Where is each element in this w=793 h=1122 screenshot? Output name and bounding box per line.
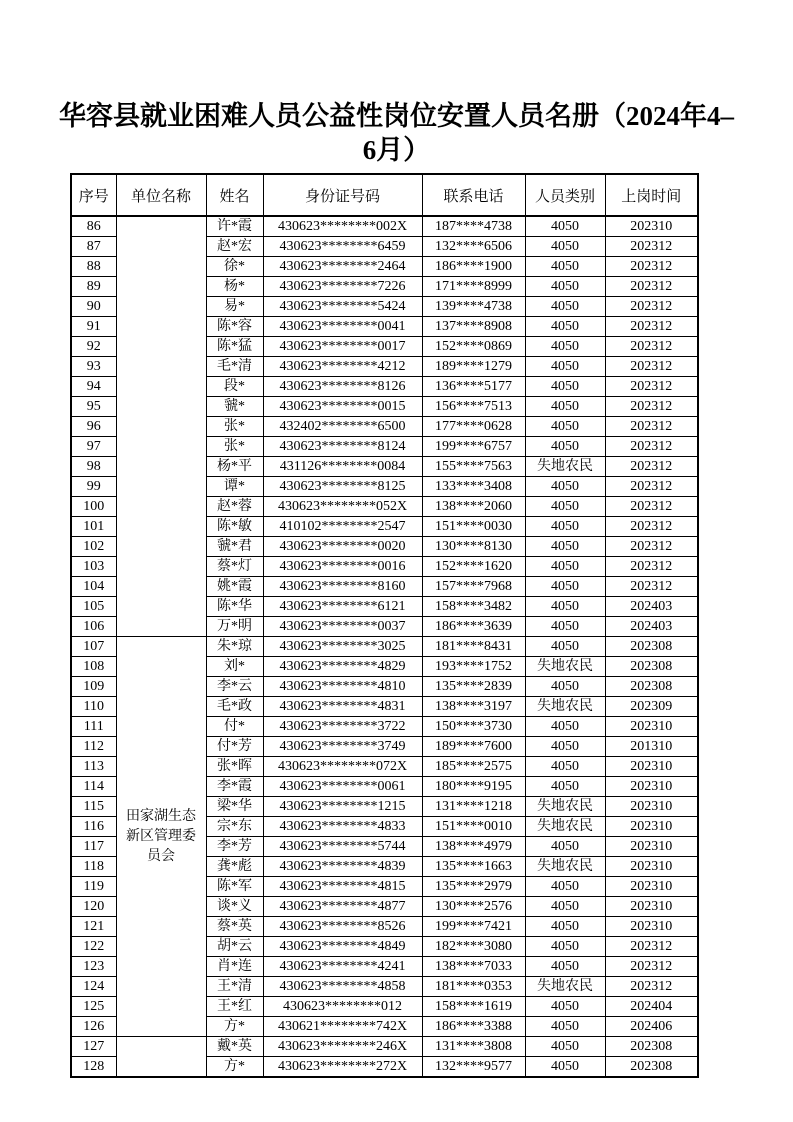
cell-seq: 105 bbox=[71, 597, 116, 617]
cell-start: 202403 bbox=[605, 597, 698, 617]
cell-start: 202312 bbox=[605, 477, 698, 497]
cell-category: 4050 bbox=[525, 597, 605, 617]
cell-phone: 130****8130 bbox=[422, 537, 525, 557]
cell-category: 4050 bbox=[525, 917, 605, 937]
cell-category: 4050 bbox=[525, 1017, 605, 1037]
cell-name: 张*晖 bbox=[206, 757, 263, 777]
cell-name: 易* bbox=[206, 297, 263, 317]
cell-name: 李*云 bbox=[206, 677, 263, 697]
cell-category: 失地农民 bbox=[525, 697, 605, 717]
cell-unit bbox=[116, 216, 206, 637]
cell-seq: 120 bbox=[71, 897, 116, 917]
cell-seq: 123 bbox=[71, 957, 116, 977]
cell-id: 430623********272X bbox=[263, 1057, 422, 1078]
cell-id: 432402********6500 bbox=[263, 417, 422, 437]
cell-phone: 157****7968 bbox=[422, 577, 525, 597]
cell-start: 202312 bbox=[605, 277, 698, 297]
cell-seq: 91 bbox=[71, 317, 116, 337]
cell-name: 付*芳 bbox=[206, 737, 263, 757]
col-header-id: 身份证号码 bbox=[263, 174, 422, 216]
cell-name: 王*红 bbox=[206, 997, 263, 1017]
cell-seq: 98 bbox=[71, 457, 116, 477]
cell-category: 4050 bbox=[525, 637, 605, 657]
cell-id: 430623********002X bbox=[263, 216, 422, 237]
cell-unit bbox=[116, 1037, 206, 1078]
cell-start: 202312 bbox=[605, 457, 698, 477]
cell-seq: 112 bbox=[71, 737, 116, 757]
cell-seq: 127 bbox=[71, 1037, 116, 1057]
cell-seq: 95 bbox=[71, 397, 116, 417]
cell-start: 202312 bbox=[605, 397, 698, 417]
cell-name: 李*霞 bbox=[206, 777, 263, 797]
cell-category: 4050 bbox=[525, 757, 605, 777]
cell-category: 4050 bbox=[525, 737, 605, 757]
cell-start: 202310 bbox=[605, 837, 698, 857]
cell-name: 谭* bbox=[206, 477, 263, 497]
cell-name: 胡*云 bbox=[206, 937, 263, 957]
cell-phone: 187****4738 bbox=[422, 216, 525, 237]
cell-seq: 109 bbox=[71, 677, 116, 697]
cell-phone: 131****3808 bbox=[422, 1037, 525, 1057]
cell-start: 202310 bbox=[605, 717, 698, 737]
header-row bbox=[71, 174, 698, 216]
col-header-category: 人员类别 bbox=[525, 174, 605, 216]
cell-start: 202312 bbox=[605, 517, 698, 537]
cell-start: 202312 bbox=[605, 357, 698, 377]
cell-category: 失地农民 bbox=[525, 817, 605, 837]
cell-id: 430623********3722 bbox=[263, 717, 422, 737]
cell-id: 430623********7226 bbox=[263, 277, 422, 297]
cell-phone: 132****6506 bbox=[422, 237, 525, 257]
cell-id: 430623********5744 bbox=[263, 837, 422, 857]
cell-category: 4050 bbox=[525, 237, 605, 257]
cell-phone: 138****2060 bbox=[422, 497, 525, 517]
cell-name: 王*清 bbox=[206, 977, 263, 997]
cell-id: 430623********012 bbox=[263, 997, 422, 1017]
cell-name: 陈*敏 bbox=[206, 517, 263, 537]
cell-start: 202312 bbox=[605, 237, 698, 257]
cell-id: 431126********0084 bbox=[263, 457, 422, 477]
cell-start: 202310 bbox=[605, 817, 698, 837]
cell-start: 202308 bbox=[605, 657, 698, 677]
cell-seq: 108 bbox=[71, 657, 116, 677]
cell-name: 陈*军 bbox=[206, 877, 263, 897]
cell-name: 蔡*灯 bbox=[206, 557, 263, 577]
cell-id: 430623********1215 bbox=[263, 797, 422, 817]
cell-name: 肖*连 bbox=[206, 957, 263, 977]
cell-category: 4050 bbox=[525, 477, 605, 497]
cell-id: 430623********4849 bbox=[263, 937, 422, 957]
cell-category: 4050 bbox=[525, 677, 605, 697]
cell-id: 430623********4877 bbox=[263, 897, 422, 917]
cell-category: 4050 bbox=[525, 317, 605, 337]
cell-phone: 158****3482 bbox=[422, 597, 525, 617]
cell-id: 430623********0020 bbox=[263, 537, 422, 557]
cell-category: 4050 bbox=[525, 357, 605, 377]
cell-category: 4050 bbox=[525, 1057, 605, 1078]
cell-phone: 151****0010 bbox=[422, 817, 525, 837]
cell-phone: 138****4979 bbox=[422, 837, 525, 857]
cell-phone: 189****1279 bbox=[422, 357, 525, 377]
cell-seq: 124 bbox=[71, 977, 116, 997]
cell-phone: 131****1218 bbox=[422, 797, 525, 817]
cell-name: 徐* bbox=[206, 257, 263, 277]
cell-id: 410102********2547 bbox=[263, 517, 422, 537]
cell-id: 430623********8125 bbox=[263, 477, 422, 497]
cell-seq: 96 bbox=[71, 417, 116, 437]
cell-name: 杨*平 bbox=[206, 457, 263, 477]
cell-id: 430623********6121 bbox=[263, 597, 422, 617]
cell-name: 朱*琼 bbox=[206, 637, 263, 657]
cell-phone: 181****0353 bbox=[422, 977, 525, 997]
cell-id: 430621********742X bbox=[263, 1017, 422, 1037]
cell-category: 失地农民 bbox=[525, 797, 605, 817]
cell-phone: 138****7033 bbox=[422, 957, 525, 977]
cell-name: 陈*华 bbox=[206, 597, 263, 617]
cell-name: 毛*政 bbox=[206, 697, 263, 717]
cell-start: 202308 bbox=[605, 1057, 698, 1078]
cell-start: 202312 bbox=[605, 377, 698, 397]
cell-category: 失地农民 bbox=[525, 977, 605, 997]
cell-seq: 90 bbox=[71, 297, 116, 317]
cell-seq: 102 bbox=[71, 537, 116, 557]
cell-phone: 138****3197 bbox=[422, 697, 525, 717]
cell-name: 付* bbox=[206, 717, 263, 737]
cell-start: 202310 bbox=[605, 877, 698, 897]
col-header-name: 姓名 bbox=[206, 174, 263, 216]
cell-category: 4050 bbox=[525, 577, 605, 597]
cell-category: 4050 bbox=[525, 277, 605, 297]
table-row bbox=[71, 216, 698, 237]
roster-table bbox=[70, 173, 699, 1078]
cell-start: 202312 bbox=[605, 297, 698, 317]
cell-name: 毛*清 bbox=[206, 357, 263, 377]
cell-name: 戴*英 bbox=[206, 1037, 263, 1057]
cell-category: 4050 bbox=[525, 377, 605, 397]
cell-category: 4050 bbox=[525, 417, 605, 437]
cell-start: 202312 bbox=[605, 257, 698, 277]
page-title bbox=[40, 99, 753, 167]
cell-id: 430623********0061 bbox=[263, 777, 422, 797]
cell-start: 202310 bbox=[605, 777, 698, 797]
cell-seq: 125 bbox=[71, 997, 116, 1017]
cell-start: 202310 bbox=[605, 757, 698, 777]
cell-id: 430623********4839 bbox=[263, 857, 422, 877]
cell-phone: 137****8908 bbox=[422, 317, 525, 337]
cell-seq: 110 bbox=[71, 697, 116, 717]
cell-category: 4050 bbox=[525, 397, 605, 417]
col-header-start: 上岗时间 bbox=[605, 174, 698, 216]
cell-phone: 189****7600 bbox=[422, 737, 525, 757]
cell-phone: 156****7513 bbox=[422, 397, 525, 417]
cell-start: 202312 bbox=[605, 417, 698, 437]
cell-seq: 122 bbox=[71, 937, 116, 957]
cell-phone: 185****2575 bbox=[422, 757, 525, 777]
cell-id: 430623********4833 bbox=[263, 817, 422, 837]
cell-start: 202312 bbox=[605, 437, 698, 457]
cell-seq: 119 bbox=[71, 877, 116, 897]
cell-category: 失地农民 bbox=[525, 657, 605, 677]
cell-phone: 132****9577 bbox=[422, 1057, 525, 1078]
cell-seq: 97 bbox=[71, 437, 116, 457]
cell-category: 4050 bbox=[525, 937, 605, 957]
cell-seq: 128 bbox=[71, 1057, 116, 1078]
cell-seq: 89 bbox=[71, 277, 116, 297]
cell-category: 4050 bbox=[525, 257, 605, 277]
cell-category: 失地农民 bbox=[525, 457, 605, 477]
cell-id: 430623********3025 bbox=[263, 637, 422, 657]
cell-category: 4050 bbox=[525, 216, 605, 237]
cell-name: 许*霞 bbox=[206, 216, 263, 237]
cell-id: 430623********4810 bbox=[263, 677, 422, 697]
cell-name: 蔡*英 bbox=[206, 917, 263, 937]
cell-seq: 92 bbox=[71, 337, 116, 357]
cell-start: 202310 bbox=[605, 857, 698, 877]
cell-category: 4050 bbox=[525, 537, 605, 557]
cell-phone: 199****6757 bbox=[422, 437, 525, 457]
table-row bbox=[71, 637, 698, 657]
cell-name: 张* bbox=[206, 437, 263, 457]
cell-name: 方* bbox=[206, 1017, 263, 1037]
cell-phone: 135****2839 bbox=[422, 677, 525, 697]
cell-seq: 88 bbox=[71, 257, 116, 277]
cell-name: 陈*猛 bbox=[206, 337, 263, 357]
cell-name: 万*明 bbox=[206, 617, 263, 637]
cell-category: 4050 bbox=[525, 1037, 605, 1057]
cell-id: 430623********5424 bbox=[263, 297, 422, 317]
cell-seq: 116 bbox=[71, 817, 116, 837]
cell-start: 202308 bbox=[605, 637, 698, 657]
cell-phone: 151****0030 bbox=[422, 517, 525, 537]
cell-phone: 186****3639 bbox=[422, 617, 525, 637]
cell-phone: 181****8431 bbox=[422, 637, 525, 657]
cell-id: 430623********6459 bbox=[263, 237, 422, 257]
table-row bbox=[71, 1037, 698, 1057]
cell-category: 4050 bbox=[525, 557, 605, 577]
cell-phone: 133****3408 bbox=[422, 477, 525, 497]
cell-seq: 117 bbox=[71, 837, 116, 857]
cell-id: 430623********2464 bbox=[263, 257, 422, 277]
cell-phone: 155****7563 bbox=[422, 457, 525, 477]
cell-start: 201310 bbox=[605, 737, 698, 757]
roster-table-head bbox=[71, 174, 698, 216]
cell-category: 4050 bbox=[525, 437, 605, 457]
cell-id: 430623********052X bbox=[263, 497, 422, 517]
page-title-line-1: 华容县就业困难人员公益性岗位安置人员名册（2024年4– bbox=[59, 101, 734, 131]
cell-start: 202310 bbox=[605, 216, 698, 237]
cell-seq: 87 bbox=[71, 237, 116, 257]
cell-phone: 135****1663 bbox=[422, 857, 525, 877]
cell-phone: 152****0869 bbox=[422, 337, 525, 357]
cell-name: 方* bbox=[206, 1057, 263, 1078]
cell-start: 202312 bbox=[605, 537, 698, 557]
cell-seq: 111 bbox=[71, 717, 116, 737]
cell-seq: 115 bbox=[71, 797, 116, 817]
cell-category: 4050 bbox=[525, 997, 605, 1017]
cell-category: 4050 bbox=[525, 337, 605, 357]
cell-id: 430623********246X bbox=[263, 1037, 422, 1057]
cell-phone: 135****2979 bbox=[422, 877, 525, 897]
cell-seq: 93 bbox=[71, 357, 116, 377]
cell-start: 202310 bbox=[605, 797, 698, 817]
cell-start: 202312 bbox=[605, 957, 698, 977]
cell-phone: 130****2576 bbox=[422, 897, 525, 917]
cell-name: 虢*君 bbox=[206, 537, 263, 557]
cell-seq: 107 bbox=[71, 637, 116, 657]
cell-phone: 186****3388 bbox=[422, 1017, 525, 1037]
cell-category: 4050 bbox=[525, 957, 605, 977]
cell-phone: 186****1900 bbox=[422, 257, 525, 277]
roster-table-body bbox=[71, 216, 698, 1077]
cell-start: 202312 bbox=[605, 337, 698, 357]
cell-seq: 126 bbox=[71, 1017, 116, 1037]
cell-start: 202312 bbox=[605, 937, 698, 957]
cell-category: 4050 bbox=[525, 297, 605, 317]
cell-category: 4050 bbox=[525, 897, 605, 917]
cell-phone: 150****3730 bbox=[422, 717, 525, 737]
cell-start: 202310 bbox=[605, 897, 698, 917]
cell-phone: 180****9195 bbox=[422, 777, 525, 797]
cell-start: 202312 bbox=[605, 557, 698, 577]
cell-phone: 199****7421 bbox=[422, 917, 525, 937]
cell-id: 430623********0037 bbox=[263, 617, 422, 637]
cell-seq: 86 bbox=[71, 216, 116, 237]
cell-name: 姚*霞 bbox=[206, 577, 263, 597]
cell-seq: 101 bbox=[71, 517, 116, 537]
cell-id: 430623********0016 bbox=[263, 557, 422, 577]
cell-start: 202309 bbox=[605, 697, 698, 717]
cell-phone: 158****1619 bbox=[422, 997, 525, 1017]
cell-name: 赵*蓉 bbox=[206, 497, 263, 517]
cell-seq: 121 bbox=[71, 917, 116, 937]
cell-seq: 100 bbox=[71, 497, 116, 517]
cell-seq: 94 bbox=[71, 377, 116, 397]
cell-id: 430623********4212 bbox=[263, 357, 422, 377]
cell-name: 段* bbox=[206, 377, 263, 397]
cell-start: 202403 bbox=[605, 617, 698, 637]
cell-phone: 139****4738 bbox=[422, 297, 525, 317]
cell-id: 430623********8526 bbox=[263, 917, 422, 937]
cell-id: 430623********8160 bbox=[263, 577, 422, 597]
cell-name: 李*芳 bbox=[206, 837, 263, 857]
cell-name: 梁*华 bbox=[206, 797, 263, 817]
cell-seq: 106 bbox=[71, 617, 116, 637]
cell-start: 202406 bbox=[605, 1017, 698, 1037]
cell-name: 龚*彪 bbox=[206, 857, 263, 877]
cell-id: 430623********4831 bbox=[263, 697, 422, 717]
cell-seq: 99 bbox=[71, 477, 116, 497]
cell-name: 陈*容 bbox=[206, 317, 263, 337]
cell-start: 202312 bbox=[605, 317, 698, 337]
cell-id: 430623********4815 bbox=[263, 877, 422, 897]
cell-start: 202308 bbox=[605, 677, 698, 697]
col-header-seq: 序号 bbox=[71, 174, 116, 216]
cell-id: 430623********0017 bbox=[263, 337, 422, 357]
col-header-phone: 联系电话 bbox=[422, 174, 525, 216]
cell-start: 202310 bbox=[605, 917, 698, 937]
cell-seq: 113 bbox=[71, 757, 116, 777]
cell-name: 谈*义 bbox=[206, 897, 263, 917]
cell-name: 宗*东 bbox=[206, 817, 263, 837]
cell-id: 430623********4241 bbox=[263, 957, 422, 977]
cell-name: 虢* bbox=[206, 397, 263, 417]
cell-phone: 152****1620 bbox=[422, 557, 525, 577]
cell-name: 杨* bbox=[206, 277, 263, 297]
cell-seq: 103 bbox=[71, 557, 116, 577]
cell-name: 赵*宏 bbox=[206, 237, 263, 257]
cell-id: 430623********072X bbox=[263, 757, 422, 777]
cell-seq: 114 bbox=[71, 777, 116, 797]
cell-start: 202312 bbox=[605, 577, 698, 597]
cell-category: 4050 bbox=[525, 877, 605, 897]
cell-phone: 171****8999 bbox=[422, 277, 525, 297]
cell-name: 张* bbox=[206, 417, 263, 437]
cell-category: 4050 bbox=[525, 717, 605, 737]
cell-id: 430623********4858 bbox=[263, 977, 422, 997]
cell-category: 失地农民 bbox=[525, 857, 605, 877]
cell-id: 430623********0015 bbox=[263, 397, 422, 417]
cell-category: 4050 bbox=[525, 777, 605, 797]
page-title-line-2: 6月） bbox=[362, 135, 431, 165]
cell-phone: 177****0628 bbox=[422, 417, 525, 437]
cell-category: 4050 bbox=[525, 617, 605, 637]
cell-start: 202404 bbox=[605, 997, 698, 1017]
cell-name: 刘* bbox=[206, 657, 263, 677]
cell-seq: 104 bbox=[71, 577, 116, 597]
cell-id: 430623********8124 bbox=[263, 437, 422, 457]
cell-category: 4050 bbox=[525, 497, 605, 517]
cell-seq: 118 bbox=[71, 857, 116, 877]
cell-category: 4050 bbox=[525, 837, 605, 857]
cell-id: 430623********4829 bbox=[263, 657, 422, 677]
cell-phone: 136****5177 bbox=[422, 377, 525, 397]
cell-category: 4050 bbox=[525, 517, 605, 537]
cell-id: 430623********8126 bbox=[263, 377, 422, 397]
col-header-unit: 单位名称 bbox=[116, 174, 206, 216]
cell-phone: 193****1752 bbox=[422, 657, 525, 677]
cell-unit: 田家湖生态新区管理委员会 bbox=[116, 637, 206, 1037]
cell-id: 430623********3749 bbox=[263, 737, 422, 757]
cell-phone: 182****3080 bbox=[422, 937, 525, 957]
cell-start: 202312 bbox=[605, 497, 698, 517]
cell-start: 202312 bbox=[605, 977, 698, 997]
cell-start: 202308 bbox=[605, 1037, 698, 1057]
cell-id: 430623********0041 bbox=[263, 317, 422, 337]
